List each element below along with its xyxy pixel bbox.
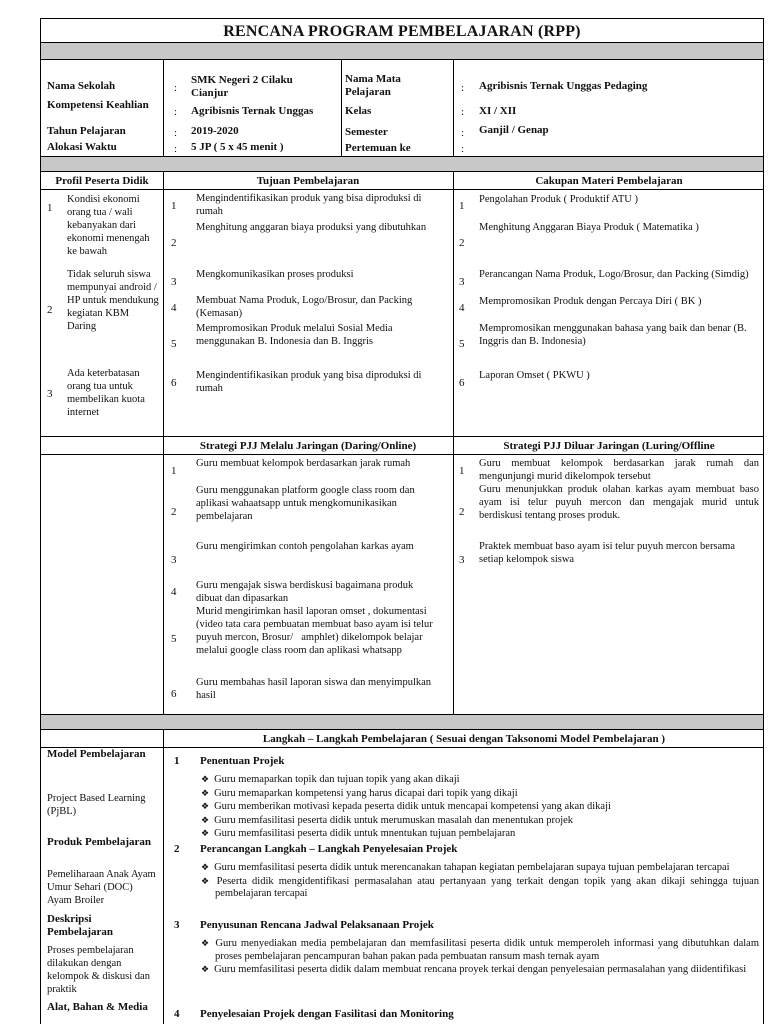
cakupan-item: Pengolahan Produk ( Produktif ATU ) bbox=[479, 194, 638, 205]
daring-number: 1 bbox=[171, 465, 177, 477]
gray-separator bbox=[41, 157, 763, 172]
value-semester: Ganjil / Genap bbox=[479, 124, 549, 136]
gray-separator bbox=[41, 43, 763, 60]
bullet-item: ❖ Guru memaparkan topik dan tujuan topik yang akan dikaji bbox=[201, 774, 460, 785]
diamond-bullet-icon: ❖ bbox=[201, 814, 210, 825]
bullet-item: ❖ Guru menyediakan media pembelajaran dan memfasilitasi peserta didik untuk memperoleh informasi yang dibutuhkan dalam proses pembelajaran pencampuran bahan pakan pada pembuatan ransum mash ternak ayam bbox=[201, 938, 759, 962]
step-number: 4 bbox=[174, 1008, 180, 1020]
daring-item: Guru mengajak siswa berdiskusi bagaimana produk dibuat dan dipasarkan bbox=[196, 580, 414, 604]
bullet-item: ❖ Guru memfasilitasi peserta didik untuk merumuskan masalah dan menentukan projek bbox=[201, 814, 574, 826]
section3-header bbox=[41, 730, 763, 748]
value-nama-sekolah: SMK Negeri 2 Cilaku Cianjur bbox=[191, 74, 293, 99]
tujuan-item: Mengkomunikasikan proses produksi bbox=[196, 269, 354, 280]
value-deskripsi: Proses pembelajaran dilakukan dengan kelompok & diskusi dan praktik bbox=[47, 945, 150, 995]
profil-item: Tidak seluruh siswa mempunyai android / HP untuk mendukung kegiatan KBM Daring bbox=[67, 269, 159, 332]
luring-item: Guru membuat kelompok berdasarkan jarak rumah dan mengunjungi murid dikelompok tersebut bbox=[479, 458, 759, 482]
tujuan-item: Mengindentifikasikan produk yang bisa diproduksi di rumah bbox=[196, 193, 422, 217]
step-title: Penentuan Projek bbox=[200, 755, 285, 767]
daring-number: 5 bbox=[171, 633, 177, 645]
tujuan-number: 5 bbox=[171, 338, 177, 350]
rpp-document bbox=[40, 18, 764, 1024]
cakupan-item: Mempromosikan menggunakan bahasa yang baik dan benar (B. Inggris dan B. Indonesia) bbox=[479, 323, 747, 347]
colon: : bbox=[461, 143, 465, 155]
gray-separator bbox=[41, 715, 763, 730]
daring-number: 2 bbox=[171, 506, 177, 518]
label-mata-pelajaran: Nama Mata Pelajaran bbox=[345, 73, 401, 98]
diamond-bullet-icon: ❖ bbox=[201, 938, 211, 948]
colon: : bbox=[174, 127, 178, 139]
section2-header bbox=[41, 437, 763, 455]
section1-header bbox=[41, 172, 763, 190]
bullet-item: ❖ Guru memfasilitasi peserta didik untuk merencanakan tahapan kegiatan pembelajaran supaya tujuan pembelajaran tercapai bbox=[201, 862, 730, 873]
header-profil: Profil Peserta Didik bbox=[55, 175, 149, 187]
value-kelas: XI / XII bbox=[479, 105, 517, 117]
profil-number: 2 bbox=[47, 304, 53, 316]
diamond-bullet-icon: ❖ bbox=[201, 774, 210, 784]
tujuan-number: 2 bbox=[171, 237, 177, 249]
daring-item: Guru mengirimkan contoh pengolahan karkas ayam bbox=[196, 541, 414, 552]
value-alokasi: 5 JP ( 5 x 45 menit ) bbox=[191, 141, 284, 153]
title-band bbox=[41, 19, 763, 43]
cakupan-number: 3 bbox=[459, 276, 465, 288]
tujuan-item: Mempromosikan Produk melalui Sosial Media menggunakan B. Indonesia dan B. Inggris bbox=[196, 323, 393, 347]
cakupan-item: Perancangan Nama Produk, Logo/Brosur, dan Packing (Simdig) bbox=[479, 269, 749, 280]
tujuan-number: 6 bbox=[171, 377, 177, 389]
cakupan-number: 6 bbox=[459, 377, 465, 389]
label-deskripsi: Deskripsi Pembelajaran bbox=[47, 913, 113, 938]
label-alat: Alat, Bahan & Media bbox=[47, 1001, 148, 1013]
section1-body bbox=[41, 190, 763, 437]
bullet-item: ❖ Guru memfasilitasi peserta didik dalam membuat rencana proyek terkai dengan penyelesaian permasalahan yang diidentifikasi bbox=[201, 964, 747, 975]
header-langkah: Langkah – Langkah Pembelajaran ( Sesuai dengan Taksonomi Model Pembelajaran ) bbox=[262, 733, 666, 745]
section3-body bbox=[41, 748, 763, 1024]
tujuan-number: 1 bbox=[171, 200, 177, 212]
label-pertemuan: Pertemuan ke bbox=[345, 142, 411, 154]
colon: : bbox=[461, 127, 465, 139]
label-tahun: Tahun Pelajaran bbox=[47, 125, 126, 137]
section2-body bbox=[41, 455, 763, 715]
header-luring: Strategi PJJ Diluar Jaringan (Luring/Offline bbox=[503, 440, 715, 452]
label-alokasi: Alokasi Waktu bbox=[47, 141, 117, 153]
profil-number: 3 bbox=[47, 388, 53, 400]
tujuan-number: 3 bbox=[171, 276, 177, 288]
document-title: RENCANA PROGRAM PEMBELAJARAN (RPP) bbox=[223, 23, 581, 40]
diamond-bullet-icon: ❖ bbox=[201, 787, 210, 798]
label-produk: Produk Pembelajaran bbox=[47, 836, 151, 848]
tujuan-item: Membuat Nama Produk, Logo/Brosur, dan Packing (Kemasan) bbox=[196, 295, 413, 319]
cakupan-item: Mempromosikan Produk dengan Percaya Diri ( BK ) bbox=[479, 296, 702, 307]
colon: : bbox=[461, 82, 465, 94]
identity-block bbox=[41, 60, 763, 157]
profil-number: 1 bbox=[47, 202, 53, 214]
tujuan-number: 4 bbox=[171, 302, 177, 314]
step-title: Perancangan Langkah – Langkah Penyelesaian Projek bbox=[200, 843, 458, 855]
bullet-item: ❖ Guru memberikan motivasi kepada peserta didik untuk mencapai kompetensi yang akan dikaji bbox=[201, 801, 611, 812]
cakupan-number: 5 bbox=[459, 338, 465, 350]
label-nama-sekolah: Nama Sekolah bbox=[47, 80, 116, 92]
cakupan-item: Menghitung Anggaran Biaya Produk ( Matematika ) bbox=[479, 222, 699, 233]
bullet-list bbox=[201, 861, 759, 901]
diamond-bullet-icon: ❖ bbox=[201, 828, 210, 838]
bullet-list bbox=[201, 773, 761, 841]
label-kompetensi: Kompetensi Keahlian bbox=[47, 99, 149, 111]
cakupan-number: 4 bbox=[459, 302, 465, 314]
colon: : bbox=[461, 106, 465, 118]
daring-number: 3 bbox=[171, 554, 177, 566]
value-mata-pelajaran: Agribisnis Ternak Unggas Pedaging bbox=[479, 80, 648, 92]
cakupan-item: Laporan Omset ( PKWU ) bbox=[479, 370, 590, 381]
header-daring: Strategi PJJ Melalu Jaringan (Daring/Online) bbox=[199, 440, 417, 452]
profil-item: Kondisi ekonomi orang tua / wali kebanyakan dari ekonomi menengah ke bawah bbox=[67, 194, 150, 257]
value-model: Project Based Learning (PjBL) bbox=[47, 793, 146, 817]
daring-number: 6 bbox=[171, 688, 177, 700]
diamond-bullet-icon: ❖ bbox=[201, 875, 212, 886]
daring-item: Guru membuat kelompok berdasarkan jarak rumah bbox=[196, 458, 411, 469]
colon: : bbox=[174, 82, 178, 94]
label-kelas: Kelas bbox=[345, 105, 372, 117]
step-number: 2 bbox=[174, 843, 180, 855]
daring-number: 4 bbox=[171, 586, 177, 598]
header-cakupan: Cakupan Materi Pembelajaran bbox=[535, 175, 683, 187]
diamond-bullet-icon: ❖ bbox=[201, 801, 210, 811]
luring-number: 2 bbox=[459, 506, 465, 518]
step-number: 3 bbox=[174, 919, 180, 931]
cakupan-number: 2 bbox=[459, 237, 465, 249]
colon: : bbox=[174, 106, 178, 118]
daring-item: Guru menggunakan platform google class room dan aplikasi wahaatsapp untuk mengkomunikasikan pembelajaran bbox=[196, 485, 415, 522]
value-kompetensi: Agribisnis Ternak Unggas bbox=[191, 105, 314, 117]
profil-item: Ada keterbatasan orang tua untuk membelikan kuota internet bbox=[67, 368, 145, 418]
cakupan-number: 1 bbox=[459, 200, 465, 212]
value-produk: Pemeliharaan Anak Ayam Umur Sehari (DOC) Ayam Broiler bbox=[47, 869, 156, 906]
tujuan-item: Menghitung anggaran biaya produksi yang dibutuhkan bbox=[196, 222, 427, 233]
luring-item: Praktek membuat baso ayam isi telur puyuh mercon bersama setiap kelompok siswa bbox=[479, 541, 736, 565]
luring-number: 1 bbox=[459, 465, 465, 477]
bullet-item: ❖ Guru memfasilitasi peserta didik untuk mnentukan tujuan pembelajaran bbox=[201, 828, 516, 839]
diamond-bullet-icon: ❖ bbox=[201, 862, 210, 872]
step-number: 1 bbox=[174, 755, 180, 767]
value-tahun: 2019-2020 bbox=[191, 125, 239, 137]
luring-item: Guru menunjukkan produk olahan karkas ayam membuat baso ayam isi telur puyuh mercon dan mengajak murid untuk berdiskusi tentang proses produk. bbox=[479, 484, 759, 521]
header-tujuan: Tujuan Pembelajaran bbox=[256, 175, 360, 187]
label-model: Model Pembelajaran bbox=[47, 748, 146, 760]
luring-number: 3 bbox=[459, 554, 465, 566]
bullet-item: ❖ Guru memaparkan kompetensi yang harus dicapai dari topik yang dikaji bbox=[201, 787, 518, 799]
label-semester: Semester bbox=[345, 126, 388, 138]
bullet-list bbox=[201, 937, 759, 977]
step-title: Penyusunan Rencana Jadwal Pelaksanaan Projek bbox=[200, 919, 434, 931]
bullet-item: ❖ Peserta didik mengidentifikasi permasalahan atau pertanyaan yang terkait dengan topik yang akan dikaji sehingga tujuan pembelajaran tercapai bbox=[201, 875, 759, 899]
tujuan-item: Mengindentifikasikan produk yang bisa diproduksi di rumah bbox=[196, 370, 422, 394]
daring-item: Guru membahas hasil laporan siswa dan menyimpulkan hasil bbox=[196, 677, 432, 701]
step-title: Penyelesaian Projek dengan Fasilitasi dan Monitoring bbox=[200, 1008, 454, 1020]
daring-item: Murid mengirimkan hasil laporan omset , dokumentasi (video tata cara pembuatan membuat baso ayam isi telur puyuh mercon, Brosur/ amphlet) dikelompok belajar melalui google class room dan aplikasi whatsapp bbox=[196, 606, 433, 656]
colon: : bbox=[174, 143, 178, 155]
diamond-bullet-icon: ❖ bbox=[201, 964, 210, 974]
